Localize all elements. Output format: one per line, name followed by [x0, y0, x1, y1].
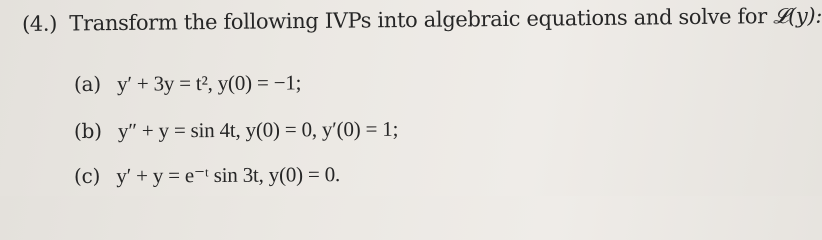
- part-b: [74, 117, 398, 144]
- part-b-label: (b): [73, 118, 102, 143]
- problem-instruction: Transform the following IVPs into algebraic equations and solve for: [69, 4, 767, 36]
- part-b-equation: y″ + y = sin 4t, y(0) = 0, y′(0) = 1;: [117, 116, 399, 143]
- part-c-label: (c): [73, 163, 101, 188]
- part-c: [74, 162, 340, 189]
- laplace-target: 𝓛(y):: [773, 3, 822, 29]
- part-c-equation: y′ + y = e⁻ᵗ sin 3t, y(0) = 0.: [116, 162, 341, 188]
- part-a-label: (a): [73, 71, 102, 96]
- part-a-equation: y′ + 3y = t², y(0) = −1;: [117, 70, 302, 96]
- problem-number: (4.): [21, 11, 58, 36]
- problem-header: [22, 4, 822, 37]
- part-a: [74, 70, 301, 97]
